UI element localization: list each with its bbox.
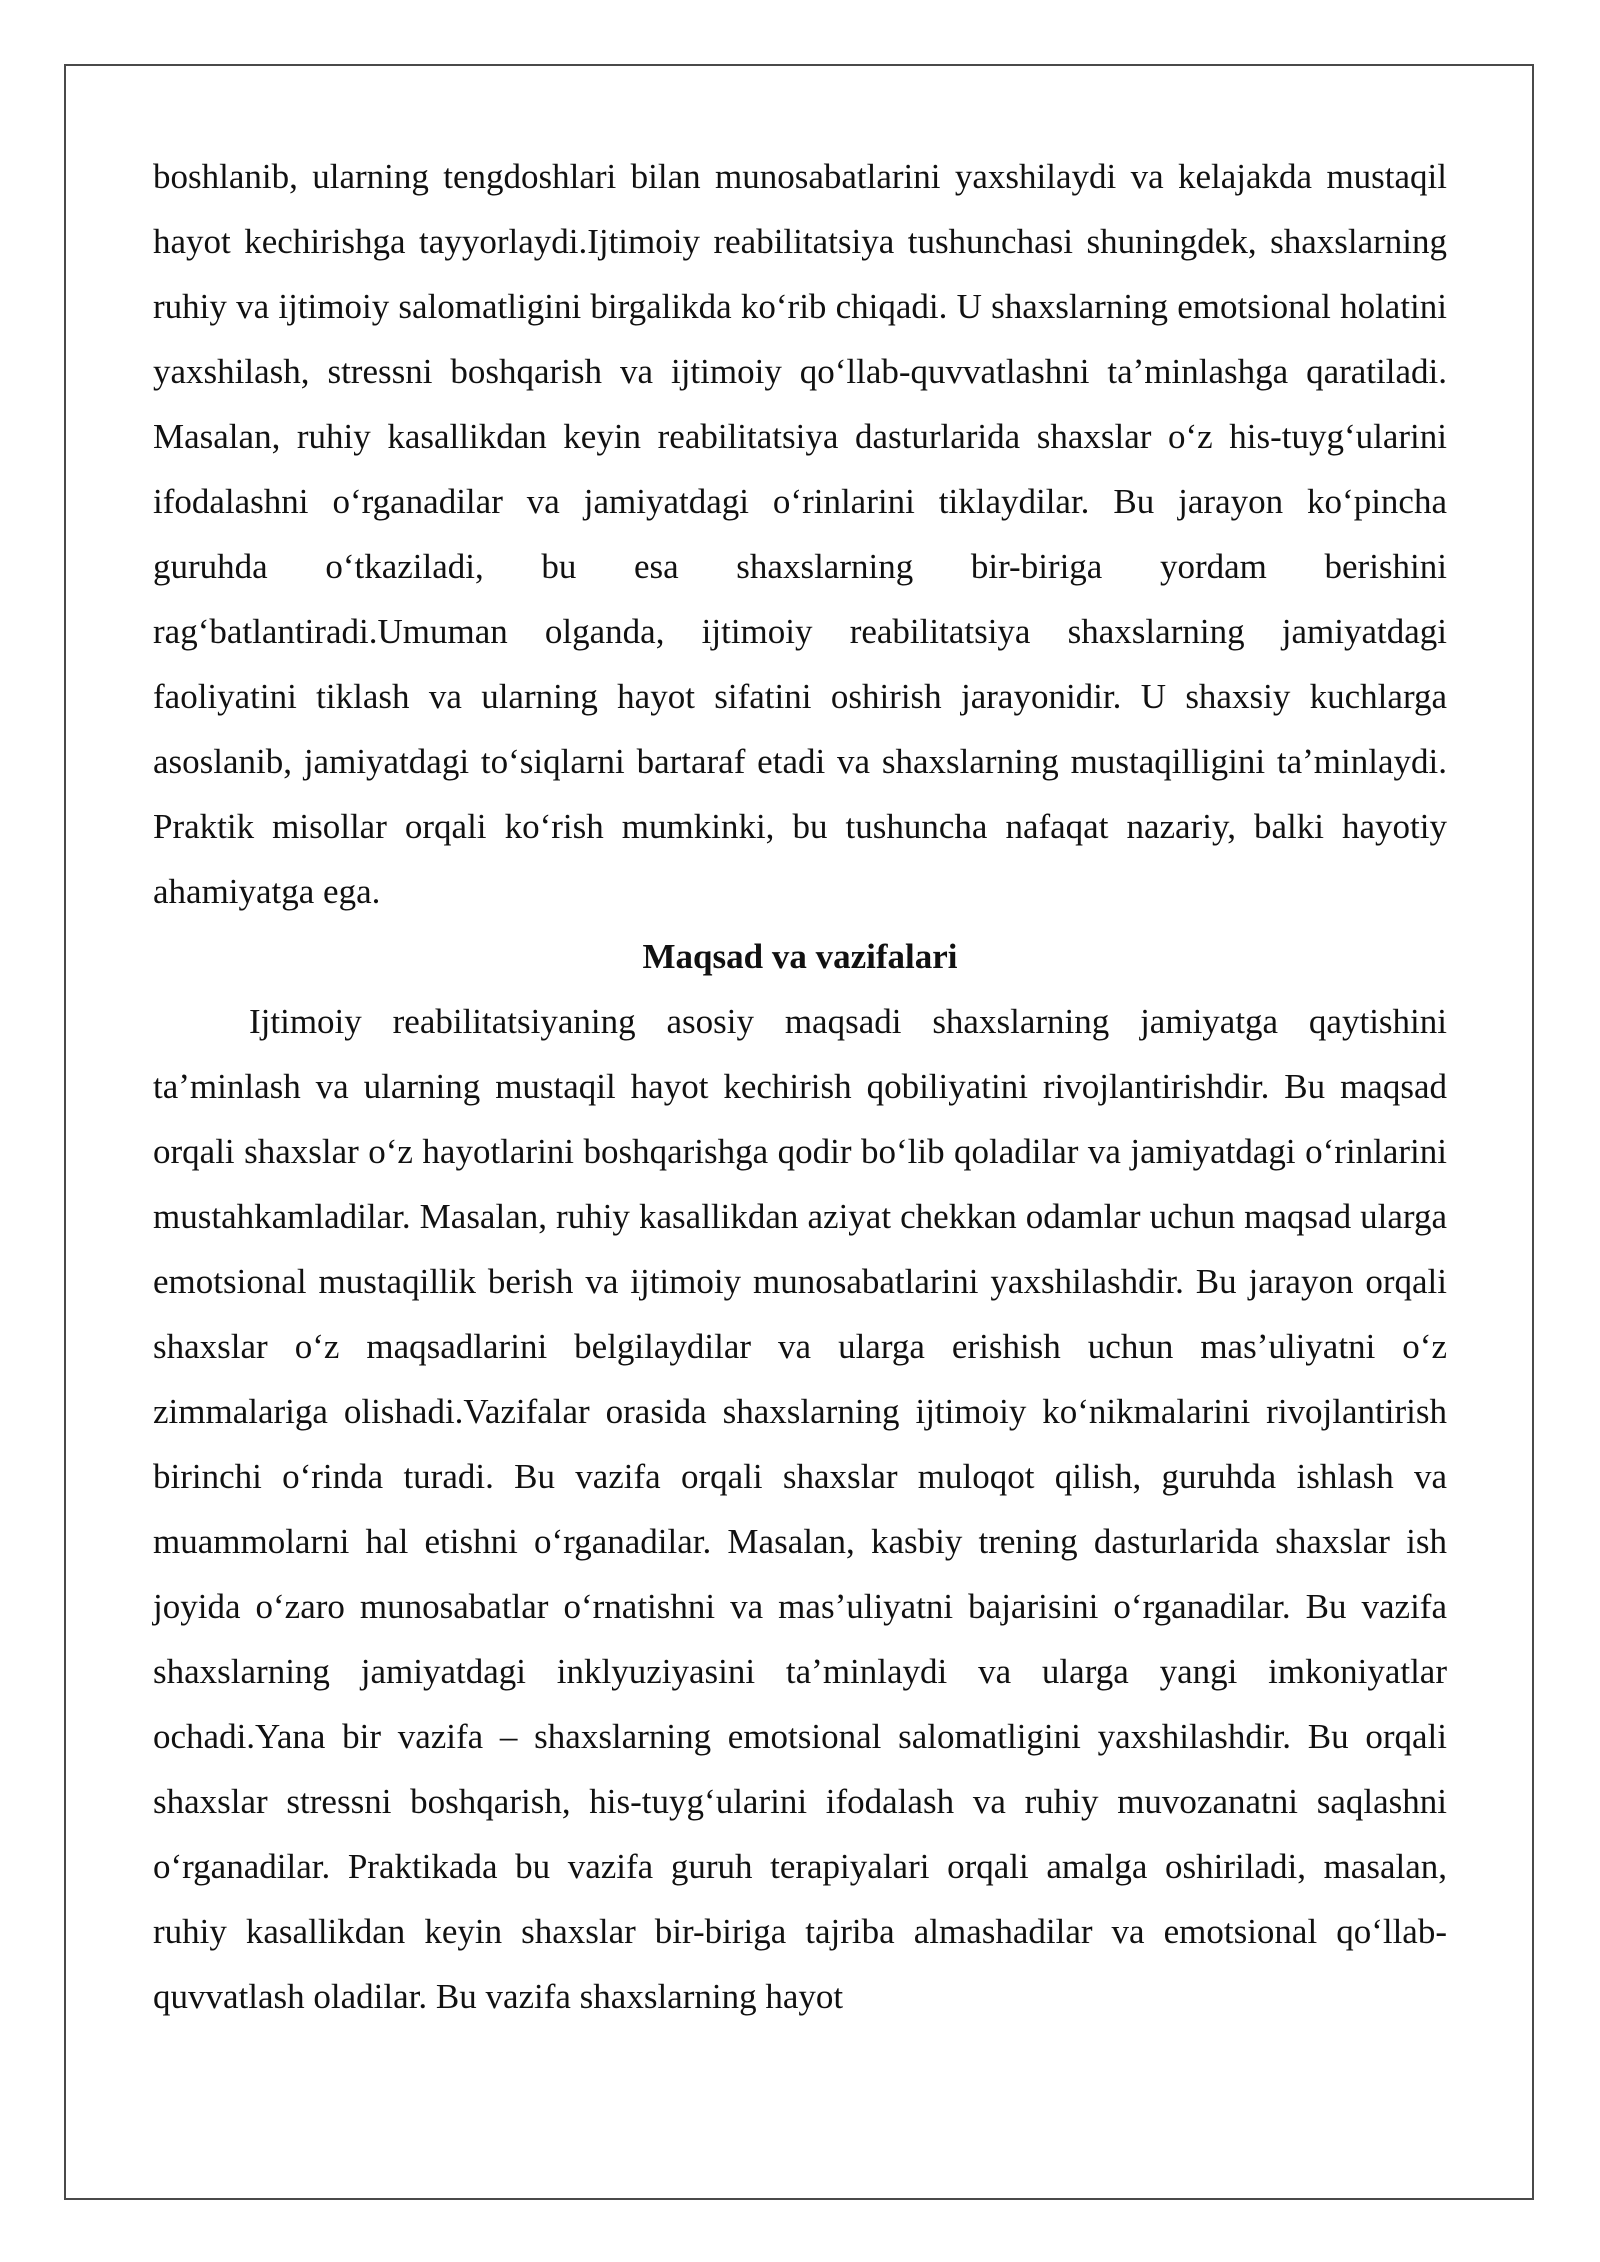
section-heading: Maqsad va vazifalari — [642, 937, 958, 976]
document-body — [153, 144, 1447, 2029]
body-paragraph: boshlanib, ularning tengdoshlari bilan munosabatlarini yaxshilaydi va kelajakda mustaqil hayot kechirishga tayyorlaydi.Ijtimoiy reabilitatsiya tushunchasi shuningdek, shaxslarning ruhiy va ijtimoiy salomatligini birgalikda koʻrib chiqadi. U shaxslarning emotsional holatini yaxshilash, stressni boshqarish va ijtimoiy qoʻllab-quvvatlashni taʼminlashga qaratiladi. Masalan, ruhiy kasallikdan keyin reabilitatsiya dasturlarida shaxslar oʻz his-tuygʻularini ifodalashni oʻrganadilar va jamiyatdagi oʻrinlarini tiklaydilar. Bu jarayon koʻpincha guruhda oʻtkaziladi, bu esa shaxslarning bir-biriga yordam berishini ragʻbatlantiradi.Umuman olganda, ijtimoiy reabilitatsiya shaxslarning jamiyatdagi faoliyatini tiklash va ularning hayot sifatini oshirish jarayonidir. U shaxsiy kuchlarga asoslanib, jamiyatdagi toʻsiqlarni bartaraf etadi va shaxslarning mustaqilligini taʼminlaydi. Praktik misollar orqali koʻrish mumkinki, bu tushuncha nafaqat nazariy, balki hayotiy ahamiyatga ega. — [153, 157, 1447, 911]
body-paragraph: Ijtimoiy reabilitatsiyaning asosiy maqsadi shaxslarning jamiyatga qaytishini taʼminlash va ularning mustaqil hayot kechirish qobiliyatini rivojlantirishdir. Bu maqsad orqali shaxslar oʻz hayotlarini boshqarishga qodir boʻlib qoladilar va jamiyatdagi oʻrinlarini mustahkamladilar. Masalan, ruhiy kasallikdan aziyat chekkan odamlar uchun maqsad ularga emotsional mustaqillik berish va ijtimoiy munosabatlarini yaxshilashdir. Bu jarayon orqali shaxslar oʻz maqsadlarini belgilaydilar va ularga erishish uchun masʼuliyatni oʻz zimmalariga olishadi.Vazifalar orasida shaxslarning ijtimoiy koʻnikmalarini rivojlantirish birinchi oʻrinda turadi. Bu vazifa orqali shaxslar muloqot qilish, guruhda ishlash va muammolarni hal etishni oʻrganadilar. Masalan, kasbiy trening dasturlarida shaxslar ish joyida oʻzaro munosabatlar oʻrnatishni va masʼuliyatni bajarisini oʻrganadilar. Bu vazifa shaxslarning jamiyatdagi inklyuziyasini taʼminlaydi va ularga yangi imkoniyatlar ochadi.Yana bir vazifa – shaxslarning emotsional salomatligini yaxshilashdir. Bu orqali shaxslar stressni boshqarish, his-tuygʻularini ifodalash va ruhiy muvozanatni saqlashni oʻrganadilar. Praktikada bu vazifa guruh terapiyalari orqali amalga oshiriladi, masalan, ruhiy kasallikdan keyin shaxslar bir-biriga tajriba almashadilar va emotsional qoʻllab-quvvatlash oladilar. Bu vazifa shaxslarning hayot — [153, 1002, 1447, 2016]
